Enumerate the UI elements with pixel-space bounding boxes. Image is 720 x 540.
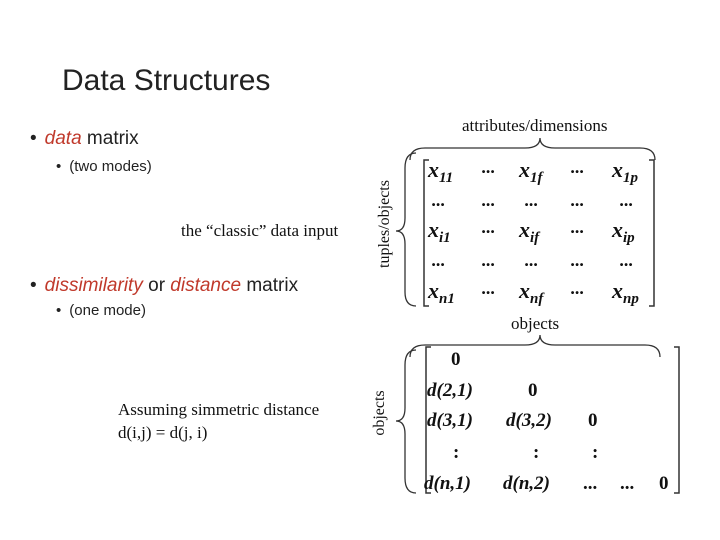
objects-bottom-label: objects <box>511 314 560 333</box>
cell-x-i-f: $x_{if}$ <box>519 217 540 246</box>
dist-cell-r1c1: 0 <box>451 349 461 370</box>
cell-ellipsis: ... <box>620 190 634 210</box>
assumption-line-2: d(i,j) = d(j, i) <box>118 423 208 442</box>
sub-bullet-dot: • <box>56 302 62 319</box>
bullet-data-matrix-text: matrix <box>81 128 139 149</box>
dist-cell-r3c2: d(3,2) <box>506 410 552 431</box>
sub-bullet-one-mode-text: (one mode) <box>69 302 146 319</box>
dist-cell-r2c1: d(2,1) <box>427 380 473 401</box>
cell-x-1-1: $x_{11}$ <box>428 157 454 186</box>
cell-x-i-1: $x_{i1}$ <box>428 217 451 246</box>
cell-ellipsis: ... <box>432 250 446 270</box>
cell-ellipsis: ... <box>571 278 585 298</box>
classic-data-input-label: the “classic” data input <box>181 221 339 240</box>
sub-bullet-dot: • <box>56 158 62 175</box>
cell-x-n-p: $x_{np}$ <box>612 278 639 307</box>
dist-cell-r4c1: : <box>453 442 460 463</box>
dist-cell-r5c1: d(n,1) <box>424 473 471 494</box>
objects-top-brace <box>410 335 660 357</box>
data-matrix-right-bracket <box>649 160 654 306</box>
bullet-dot: • <box>30 275 37 296</box>
cell-ellipsis: ... <box>482 217 496 237</box>
attributes-dimensions-label: attributes/dimensions <box>462 116 608 135</box>
sub-bullet-two-modes-text: (two modes) <box>69 158 152 175</box>
cell-ellipsis: ... <box>571 190 585 210</box>
cell-ellipsis: ... <box>482 157 496 177</box>
tuples-objects-label: tuples/objects <box>376 180 393 268</box>
distance-matrix-right-bracket <box>674 347 679 493</box>
cell-x-n-1: $x_{n1}$ <box>428 278 455 307</box>
cell-ellipsis: ... <box>525 250 539 270</box>
dist-cell-r5c4: ... <box>620 473 635 494</box>
cell-ellipsis: ... <box>482 250 496 270</box>
bullet-dissimilarity-italic: dissimilarity <box>44 275 143 296</box>
dist-cell-r2c2: 0 <box>528 380 538 401</box>
cell-x-i-p: $x_{ip}$ <box>612 217 635 246</box>
dist-cell-r5c2: d(n,2) <box>503 473 550 494</box>
cell-ellipsis: ... <box>620 250 634 270</box>
dist-cell-r5c3: ... <box>583 473 598 494</box>
tuples-brace <box>396 153 416 306</box>
cell-ellipsis: ... <box>482 190 496 210</box>
objects-side-label: objects <box>371 390 388 436</box>
cell-ellipsis: ... <box>571 250 585 270</box>
cell-ellipsis: ... <box>432 190 446 210</box>
slide-title: Data Structures <box>62 64 271 97</box>
dist-cell-r4c3: : <box>592 442 599 463</box>
objects-side-brace <box>396 350 416 493</box>
cell-ellipsis: ... <box>571 217 585 237</box>
cell-ellipsis: ... <box>571 157 585 177</box>
bullet-matrix-text: matrix <box>241 275 299 296</box>
cell-ellipsis: ... <box>482 278 496 298</box>
bullet-or-text: or <box>142 275 171 296</box>
dist-cell-r4c2: : <box>533 442 540 463</box>
bullet-dot: • <box>30 128 37 149</box>
dist-cell-r5c5: 0 <box>659 473 669 494</box>
cell-x-1-f: $x_{1f}$ <box>519 157 543 186</box>
dist-cell-r3c1: d(3,1) <box>427 410 473 431</box>
bullet-distance-italic: distance <box>170 275 242 296</box>
cell-x-1-p: $x_{1p}$ <box>612 157 638 186</box>
assumption-line-1: Assuming simmetric distance <box>118 400 320 419</box>
bullet-data-matrix-italic: data <box>44 128 82 149</box>
dist-cell-r3c3: 0 <box>588 410 598 431</box>
cell-x-n-f: $x_{nf}$ <box>519 278 544 307</box>
cell-ellipsis: ... <box>525 190 539 210</box>
